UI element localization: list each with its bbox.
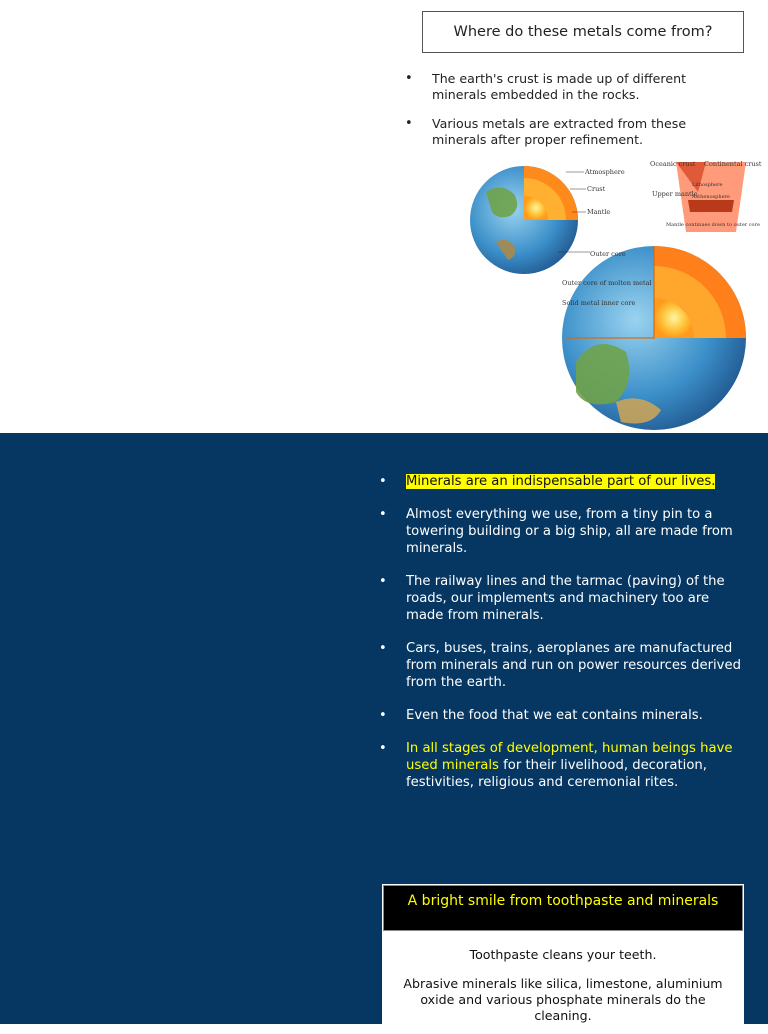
card-title: A bright smile from toothpaste and minerals <box>383 885 743 931</box>
slide-title: Where do these metals come from? <box>422 11 744 53</box>
bullet-item: • Various metals are extracted from these minerals after proper refinement. <box>405 116 735 148</box>
label-crust: Crust <box>587 185 606 193</box>
slide-metals-origin <box>0 0 768 433</box>
label-upper-mantle: Upper mantle <box>652 190 698 198</box>
label-outer-core-molten: Outer core of molten metal <box>562 279 652 287</box>
label-atmosphere: Atmosphere <box>585 168 625 176</box>
bullet-item: • Cars, buses, trains, aeroplanes are manufactured from minerals and run on power resources derived from the earth. <box>379 640 749 691</box>
label-mantle-continues: Mantle continues down to outer core <box>666 222 760 228</box>
bullet-item-highlighted <box>379 473 749 490</box>
label-outer-core: Outer core <box>590 250 626 258</box>
large-earth-icon <box>562 246 746 430</box>
bullet-list <box>405 71 735 161</box>
bullet-item: • Almost everything we use, from a tiny pin to a towering building or a big ship, all are made from minerals. <box>379 506 749 557</box>
label-asthenosphere: Asthenosphere <box>692 194 730 200</box>
toothpaste-card <box>382 884 744 1034</box>
card-text-line: Toothpaste cleans your teeth. <box>469 947 657 962</box>
yellow-text: In all stages of development, human beings have used minerals <box>406 741 733 773</box>
bullet-item: • Even the food that we eat contains minerals. <box>379 707 749 724</box>
label-oceanic-crust: Oceanic crust <box>650 160 696 168</box>
label-mantle: Mantle <box>587 208 611 216</box>
bullet-item: • The earth's crust is made up of different minerals embedded in the rocks. <box>405 71 735 103</box>
white-text: for their livelihood, decoration, festivities, religious and ceremonial rites. <box>406 758 707 790</box>
label-continental-crust: Continental crust <box>704 160 762 168</box>
label-lithosphere: Lithosphere <box>692 182 723 188</box>
bullet-item-mixed <box>379 740 749 791</box>
card-text-line: Abrasive minerals like silica, limestone, aluminium oxide and various phosphate minerals do the cleaning. <box>403 976 723 1023</box>
label-inner-core: Solid metal inner core <box>562 299 636 307</box>
highlighted-text: Minerals are an indispensable part of our lives. <box>406 474 716 489</box>
small-earth-icon <box>470 166 578 274</box>
minerals-bullet-list <box>379 473 749 807</box>
bullet-item: • The railway lines and the tarmac (paving) of the roads, our implements and machinery too are made from minerals. <box>379 573 749 624</box>
earth-layers-diagram <box>466 152 762 432</box>
